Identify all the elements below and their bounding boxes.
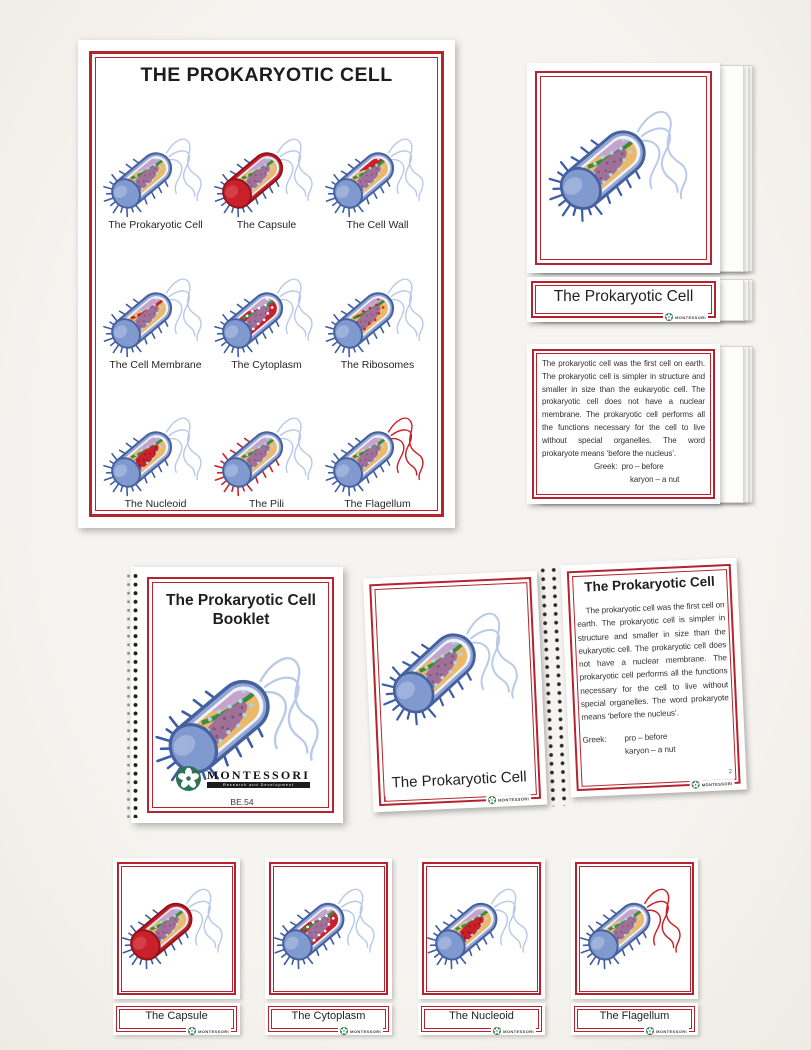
poster-chart (78, 40, 455, 528)
greek-line-1 (542, 461, 705, 474)
poster-item (322, 231, 433, 370)
poster-item-label: The Cell Wall (346, 219, 409, 232)
description-text-block (542, 358, 705, 487)
label-card-stack (527, 277, 737, 322)
cytoplasm-illustration (273, 880, 383, 970)
prokaryotic-cell-illustration (376, 599, 531, 728)
prokaryotic-cell-illustration (102, 130, 210, 218)
greek-label: Greek: (594, 462, 618, 472)
label-card-text: The Nucleoid (449, 1010, 514, 1022)
montessori-logo: MONTESSORI (491, 1027, 536, 1035)
label-card-text: The Cytoplasm (291, 1010, 366, 1022)
poster-item (322, 92, 433, 231)
nomenclature-picture-card (113, 858, 240, 999)
cell-membrane-illustration (102, 270, 210, 358)
page-number: 2 (728, 769, 733, 776)
description-card (527, 344, 720, 504)
right-page-title: The Prokaryotic Cell (583, 573, 716, 595)
nucleoid-illustration (426, 880, 536, 970)
poster-item (100, 92, 211, 231)
greek-block (582, 727, 731, 760)
poster-grid (100, 92, 433, 510)
greek-word-2: karyon – a nut (624, 744, 676, 756)
montessori-logo (155, 766, 331, 791)
label-card-text: The Prokaryotic Cell (553, 288, 694, 305)
label-card (527, 277, 720, 322)
label-card-text: The Capsule (145, 1010, 208, 1022)
nomenclature-label-card (571, 1003, 698, 1035)
poster-item-label: The Prokaryotic Cell (108, 219, 203, 232)
poster-item-label: The Cell Membrane (109, 358, 202, 371)
nomenclature-picture-card (418, 858, 545, 999)
booklet-title-line1: The Prokaryotic Cell (166, 592, 316, 609)
flagellum-illustration (579, 880, 689, 970)
nomenclature-label-card (113, 1003, 240, 1035)
poster-item-label: The Ribosomes (340, 358, 415, 371)
montessori-logo: MONTESSORI (663, 313, 708, 321)
picture-card-stack (527, 63, 737, 273)
poster-item (211, 92, 322, 231)
montessori-logo: MONTESSORI (338, 1027, 383, 1035)
montessori-logo: MONTESSORI (186, 1027, 231, 1035)
booklet-code: BE.54 (230, 797, 254, 807)
left-page-caption: The Prokaryotic Cell (391, 768, 527, 792)
poster-item-label: The Nucleoid (124, 497, 187, 510)
booklet-title-line2: Booklet (212, 611, 270, 629)
montessori-logo: MONTESSORI (690, 779, 735, 789)
ribosomes-illustration (324, 270, 432, 358)
booklet-title (153, 591, 329, 630)
page-number: 1 (383, 796, 388, 803)
montessori-logo-name: MONTESSORI (206, 768, 311, 782)
poster-title: THE PROKARYOTIC CELL (140, 64, 393, 86)
greek-label: Greek: (582, 734, 607, 745)
booklet-left-page (363, 571, 547, 813)
montessori-logo-tagline: Research and Development (207, 782, 310, 788)
capsule-cell-illustration (213, 130, 321, 218)
booklet-right-page (561, 558, 747, 798)
greek-word-1: pro – before (621, 462, 664, 472)
montessori-flower-icon (176, 766, 201, 791)
poster-item (322, 371, 433, 510)
description-card-stack (527, 344, 737, 504)
greek-word-1: pro – before (624, 731, 668, 743)
nomenclature-picture-card (265, 858, 392, 999)
poster-item (100, 231, 211, 370)
booklet-cover (131, 567, 343, 823)
open-booklet (363, 558, 748, 815)
poster-item (211, 371, 322, 510)
nomenclature-label-card (265, 1003, 392, 1035)
pili-illustration (213, 409, 321, 497)
poster-item-label: The Pili (248, 497, 284, 510)
right-page-text: The prokaryotic cell was the first cell on earth. The prokaryotic cell is simpler in structure and smaller in size than the eukaryotic cell. The prokaryotic cell does not have a nuclear membrane. The prokaryotic cell performs all the functions necessary for the cell to live without special organelles. The word prokaryote means ‘before the nucleus’. (577, 600, 729, 723)
poster-item-label: The Flagellum (344, 497, 411, 510)
poster-item (211, 231, 322, 370)
greek-words (624, 729, 676, 758)
cytoplasm-illustration (213, 270, 321, 358)
picture-card (527, 63, 720, 273)
montessori-logo-text (207, 769, 310, 788)
montessori-logo: MONTESSORI (644, 1027, 689, 1035)
poster-item-label: The Capsule (236, 219, 297, 232)
right-page-text-block (576, 598, 731, 760)
nucleoid-illustration (102, 409, 210, 497)
greek-word-2: karyon – a nut (630, 475, 680, 485)
flagellum-illustration (324, 409, 432, 497)
cell-wall-illustration (324, 130, 432, 218)
nomenclature-picture-card (571, 858, 698, 999)
poster-item (100, 371, 211, 510)
description-text: The prokaryotic cell was the first cell on earth. The prokaryotic cell is simpler in structure and smaller in size than the eukaryotic cell. The prokaryotic cell does not have a nuclear membrane. The prokaryotic cell performs all the functions necessary for the cell to live without special organelles. The word prokaryote means ‘before the nucleus’. (542, 359, 705, 458)
label-card-text: The Flagellum (599, 1010, 670, 1022)
nomenclature-label-card (418, 1003, 545, 1035)
prokaryotic-cell-illustration (547, 99, 699, 223)
spiral-binding (125, 572, 140, 818)
montessori-logo: MONTESSORI (486, 794, 531, 804)
capsule-cell-illustration (121, 880, 231, 970)
poster-item-label: The Cytoplasm (231, 358, 302, 371)
